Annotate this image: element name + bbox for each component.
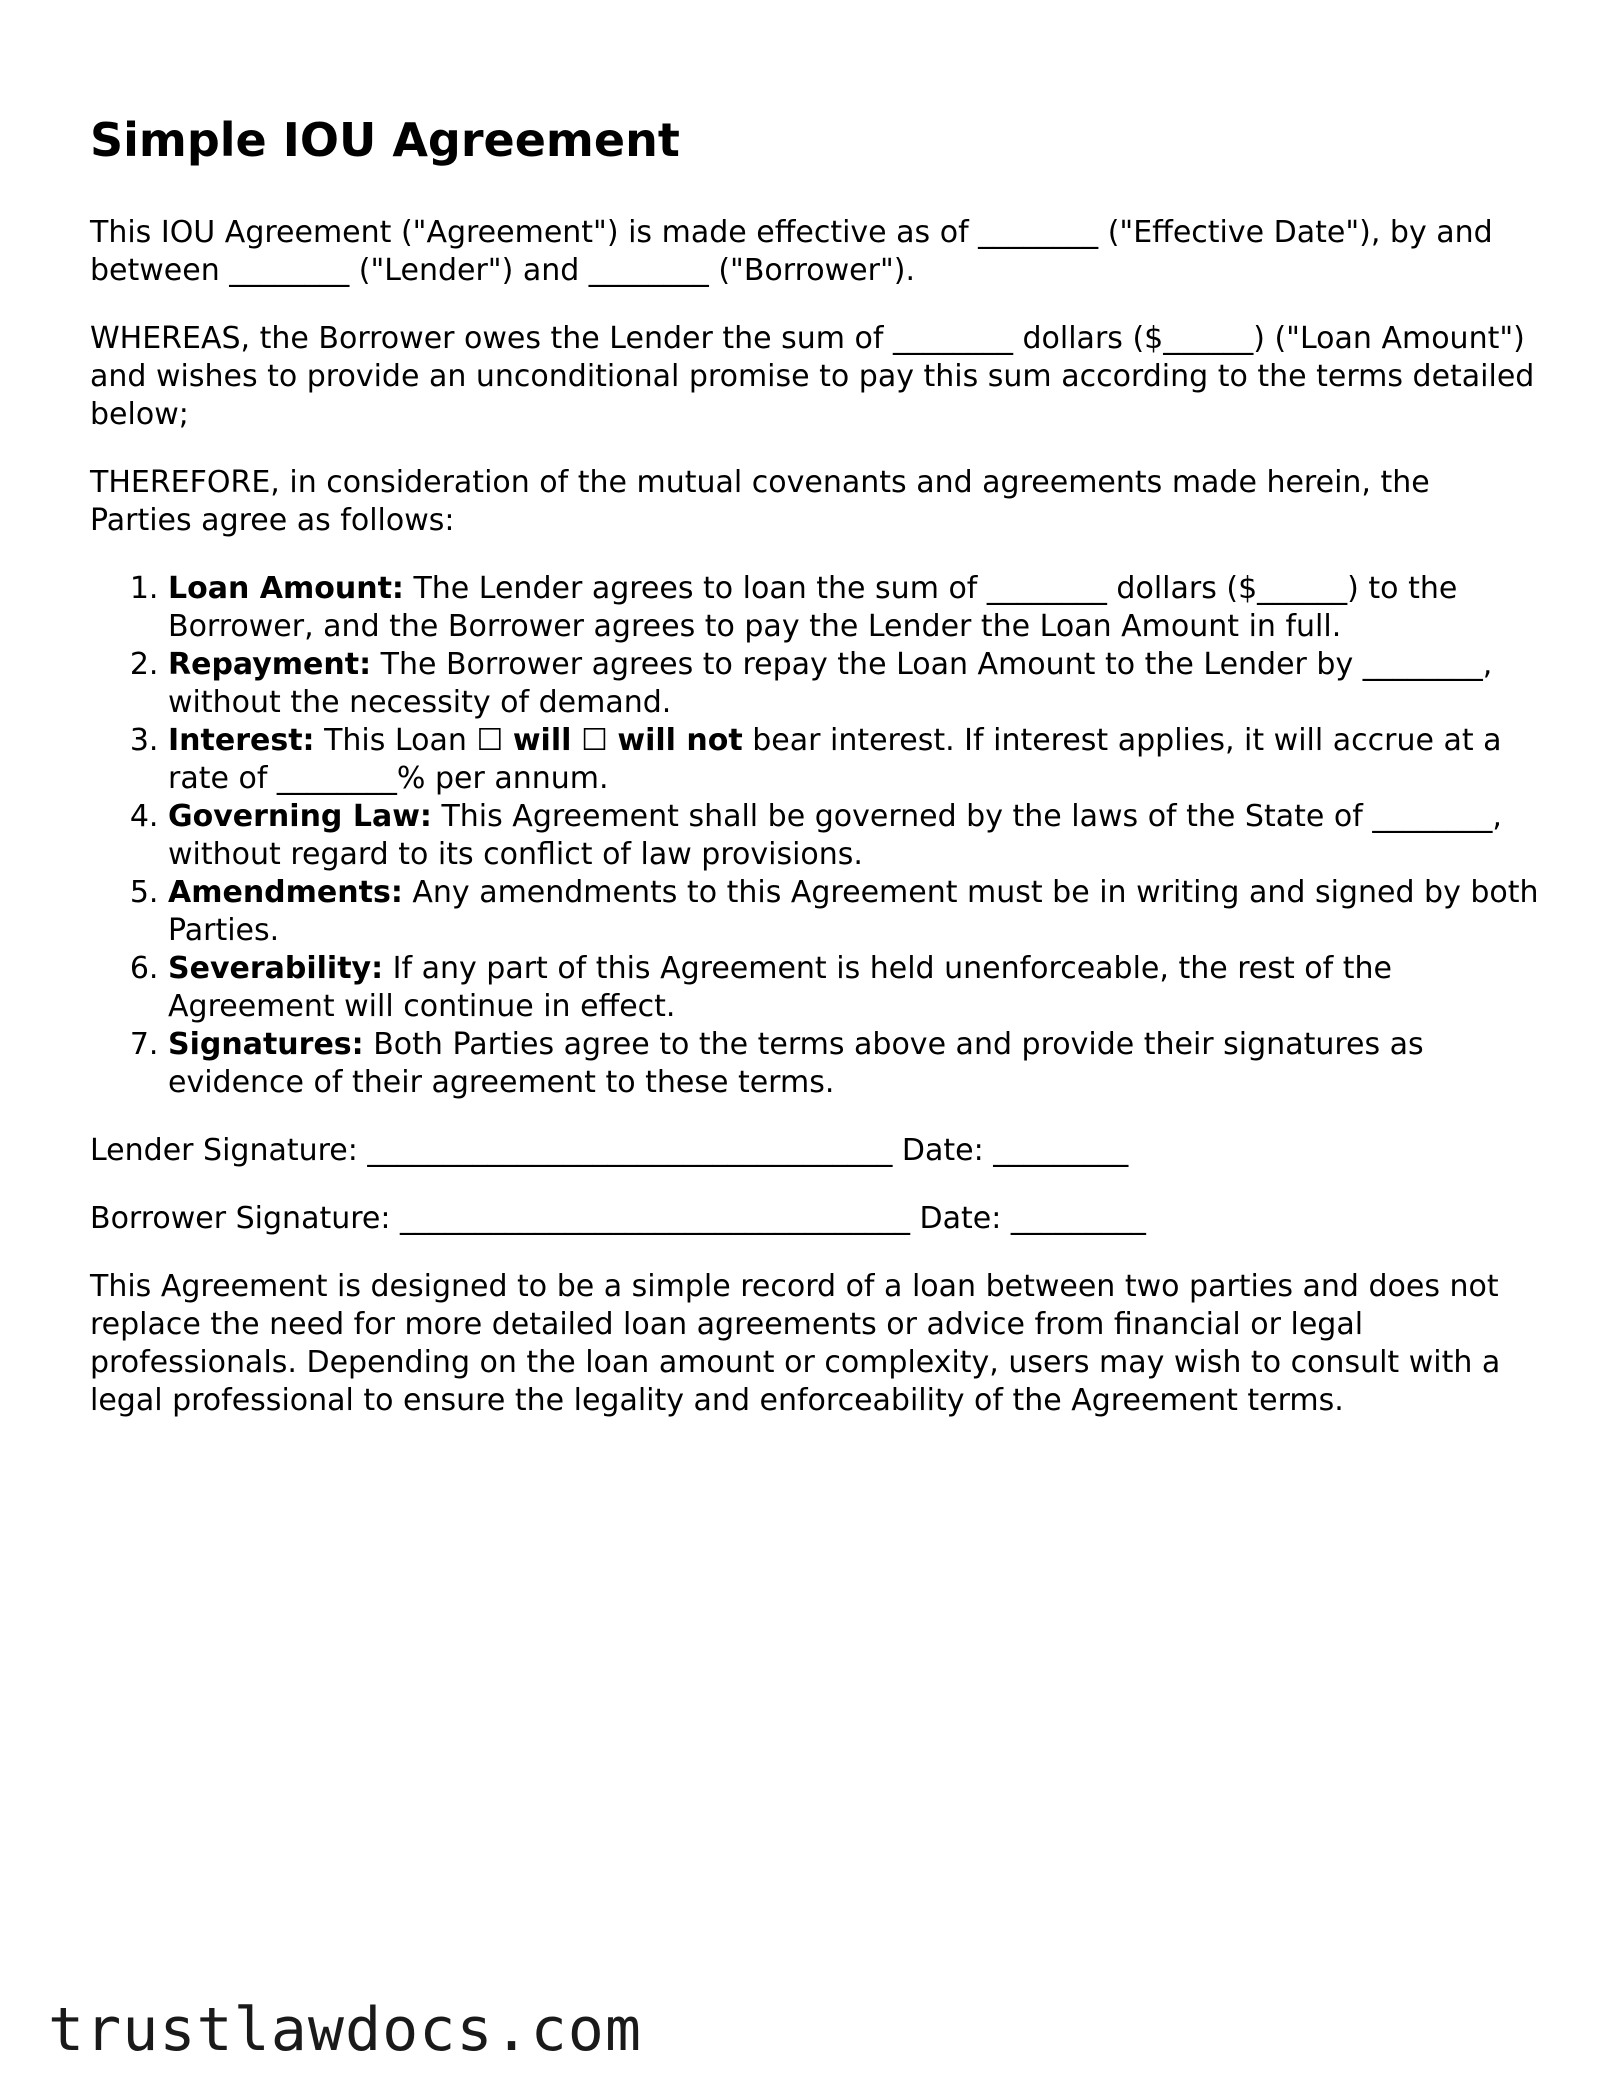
term-heading: Loan Amount: [168,571,404,606]
term-text: This Agreement shall be governed by the laws of the State of ________, without regard to its conflict of law provisions. [168,799,1502,872]
term-text: Both Parties agree to the terms above and provide their signatures as evidence of their agreement to these terms. [168,1027,1424,1100]
term-heading: Amendments: [168,875,403,910]
term-interest [168,722,1540,798]
term-text: ☐ [571,723,618,758]
term-severability [168,950,1540,1026]
terms-list [90,570,1540,1102]
term-text: The Borrower agrees to repay the Loan Amount to the Lender by ________, without the necessity of demand. [168,647,1493,720]
term-loan-amount [168,570,1540,646]
option-will: will [512,723,572,758]
term-text: bear interest. If interest applies, it will accrue at a rate of ________% per annum. [168,723,1502,796]
term-governing-law [168,798,1540,874]
term-signatures [168,1026,1540,1102]
intro-paragraph: This IOU Agreement ("Agreement") is made effective as of ________ ("Effective Date"), by and between ________ ("Lender") and ________ ("Borrower"). [90,215,1493,288]
term-text: If any part of this Agreement is held unenforceable, the rest of the Agreement will continue in effect. [168,951,1392,1024]
term-repayment [168,646,1540,722]
term-amendments [168,874,1540,950]
option-will-not: will not [617,723,743,758]
disclaimer-paragraph: This Agreement is designed to be a simple record of a loan between two parties and does not replace the need for more detailed loan agreements or advice from financial or legal professionals. Depending on the loan amount or complexity, users may wish to consult with a legal professional to ensure the legality and enforceability of the Agreement terms. [90,1269,1501,1418]
term-text: This Loan ☐ [314,723,513,758]
term-text: The Lender agrees to loan the sum of ________ dollars ($______) to the Borrower, and the Borrower agrees to pay the Lender the Loan Amount in full. [168,571,1458,644]
term-heading: Repayment: [168,647,372,682]
term-heading: Governing Law: [168,799,432,834]
term-heading: Interest: [168,723,315,758]
whereas-paragraph: WHEREAS, the Borrower owes the Lender the sum of ________ dollars ($______) ("Loan Amount") and wishes to provide an unconditional promise to pay this sum according to the terms detailed below; [90,321,1535,432]
term-text: Any amendments to this Agreement must be in writing and signed by both Parties. [168,875,1539,948]
term-heading: Signatures: [168,1027,364,1062]
document-title: Simple IOU Agreement [90,113,680,167]
lender-signature-line: Lender Signature: ___________________________________ Date: _________ [90,1133,1129,1168]
document-page [90,108,1540,1450]
term-heading: Severability: [168,951,384,986]
therefore-paragraph: THEREFORE, in consideration of the mutual covenants and agreements made herein, the Parties agree as follows: [90,465,1430,538]
borrower-signature-line: Borrower Signature: __________________________________ Date: _________ [90,1201,1146,1236]
footer-watermark: trustlawdocs.com [48,1995,642,2065]
